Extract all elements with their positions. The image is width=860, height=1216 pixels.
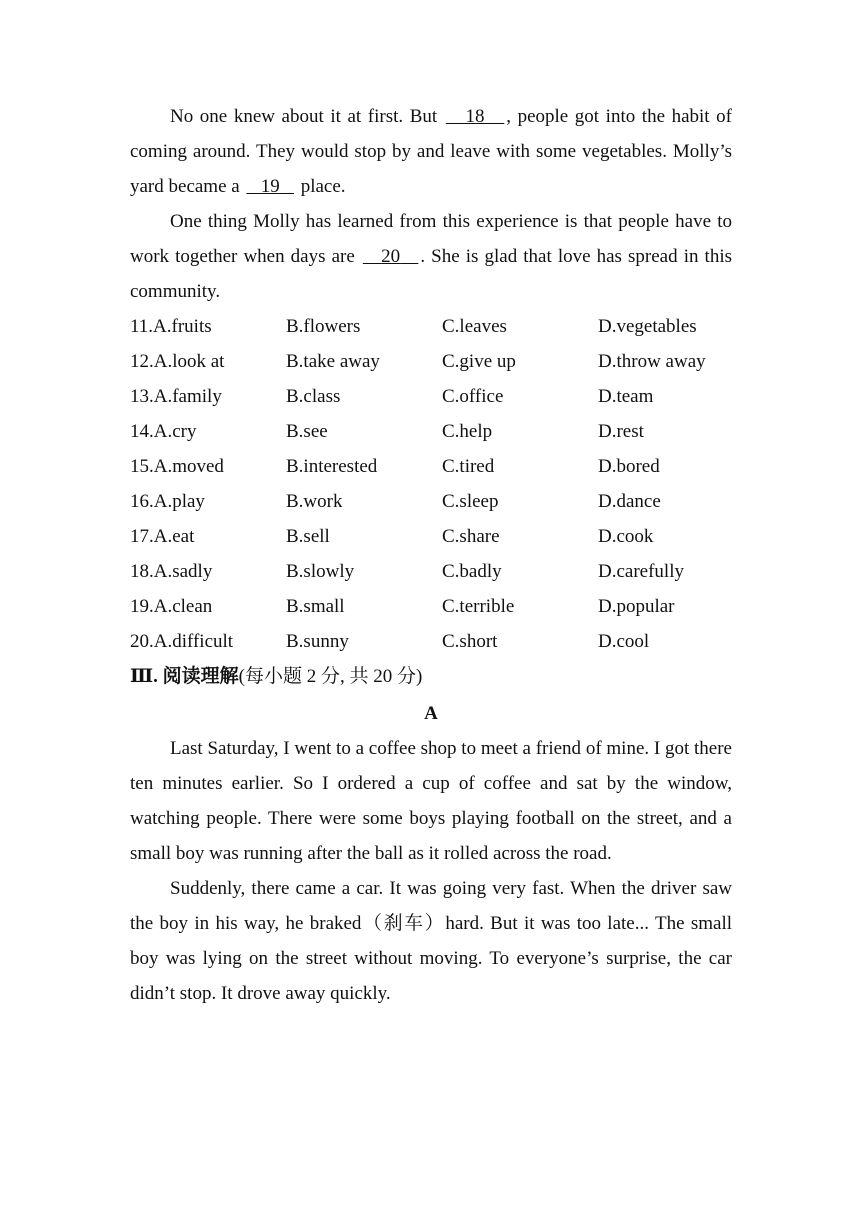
option-row-17 — [130, 519, 732, 554]
cloze-paragraph-2 — [130, 204, 732, 309]
option-c: C.share — [442, 526, 500, 547]
option-b: B.class — [286, 386, 341, 407]
option-a: 13.A.family — [130, 386, 222, 407]
text-segment: place. — [295, 176, 346, 197]
option-a: 18.A.sadly — [130, 561, 213, 582]
option-d: D.throw away — [598, 351, 706, 372]
option-c: C.office — [442, 386, 504, 407]
option-d: D.cook — [598, 526, 654, 547]
option-c: C.sleep — [442, 491, 499, 512]
option-c: C.tired — [442, 456, 495, 477]
option-b: B.small — [286, 596, 345, 617]
option-a: 15.A.moved — [130, 456, 224, 477]
option-row-11 — [130, 309, 732, 344]
option-a: 12.A.look at — [130, 351, 225, 372]
option-d: D.rest — [598, 421, 644, 442]
section-heading — [130, 659, 732, 694]
option-b: B.interested — [286, 456, 378, 477]
passage-label: A — [424, 703, 438, 724]
option-b: B.work — [286, 491, 343, 512]
document-page — [130, 99, 732, 1011]
option-c: C.help — [442, 421, 493, 442]
text-segment: . She is glad that love has spread in this community. — [130, 246, 732, 302]
option-d: D.vegetables — [598, 316, 697, 337]
option-row-15 — [130, 449, 732, 484]
option-d: D.carefully — [598, 561, 684, 582]
option-a: 19.A.clean — [130, 596, 213, 617]
option-d: D.team — [598, 386, 654, 407]
blank-18: 18 — [465, 106, 485, 127]
option-a: 14.A.cry — [130, 421, 197, 442]
option-row-14 — [130, 414, 732, 449]
text-segment: No one knew about it at first. But — [170, 106, 444, 127]
section-title: Ⅲ. 阅读理解 — [130, 666, 239, 687]
option-b: B.slowly — [286, 561, 355, 582]
passage-paragraph-1: Last Saturday, I went to a coffee shop to meet a friend of mine. I got there ten minutes earlier. So I ordered a cup of coffee and sat by the window, watching people. There were some boys playing football on the street, and a small boy was running after the ball as it rolled across the road. — [130, 738, 732, 864]
option-a: 17.A.eat — [130, 526, 195, 547]
option-a: 16.A.play — [130, 491, 205, 512]
cloze-paragraph-1 — [130, 99, 732, 204]
option-d: D.bored — [598, 456, 660, 477]
option-a: 20.A.difficult — [130, 631, 234, 652]
option-b: B.take away — [286, 351, 380, 372]
option-d: D.cool — [598, 631, 650, 652]
option-c: C.leaves — [442, 316, 507, 337]
option-b: B.sunny — [286, 631, 349, 652]
option-c: C.terrible — [442, 596, 515, 617]
option-b: B.flowers — [286, 316, 361, 337]
option-row-18 — [130, 554, 732, 589]
text-segment: , people got into the habit of coming around. They would stop by and leave with some vegetables. Molly’s yard became a — [130, 106, 732, 197]
option-d: D.popular — [598, 596, 675, 617]
option-row-13 — [130, 379, 732, 414]
option-a: 11.A.fruits — [130, 316, 212, 337]
option-c: C.short — [442, 631, 498, 652]
section-note: (每小题 2 分, 共 20 分) — [238, 666, 423, 687]
option-row-19 — [130, 589, 732, 624]
option-row-16 — [130, 484, 732, 519]
blank-19: 19 — [260, 176, 280, 197]
option-c: C.give up — [442, 351, 516, 372]
blank-20: 20 — [381, 246, 401, 267]
option-d: D.dance — [598, 491, 661, 512]
passage-paragraph-2: Suddenly, there came a car. It was going very fast. When the driver saw the boy in his way, he braked（刹车）hard. But it was too late... The small boy was lying on the street without moving. To everyone’s surprise, the car didn’t stop. It drove away quickly. — [130, 878, 732, 1004]
option-c: C.badly — [442, 561, 502, 582]
option-row-12 — [130, 344, 732, 379]
text-segment: One thing Molly has learned from this experience is that people have to work together when days are — [130, 211, 732, 267]
option-b: B.sell — [286, 526, 330, 547]
option-b: B.see — [286, 421, 328, 442]
options-table — [130, 309, 732, 659]
option-row-20 — [130, 624, 732, 659]
